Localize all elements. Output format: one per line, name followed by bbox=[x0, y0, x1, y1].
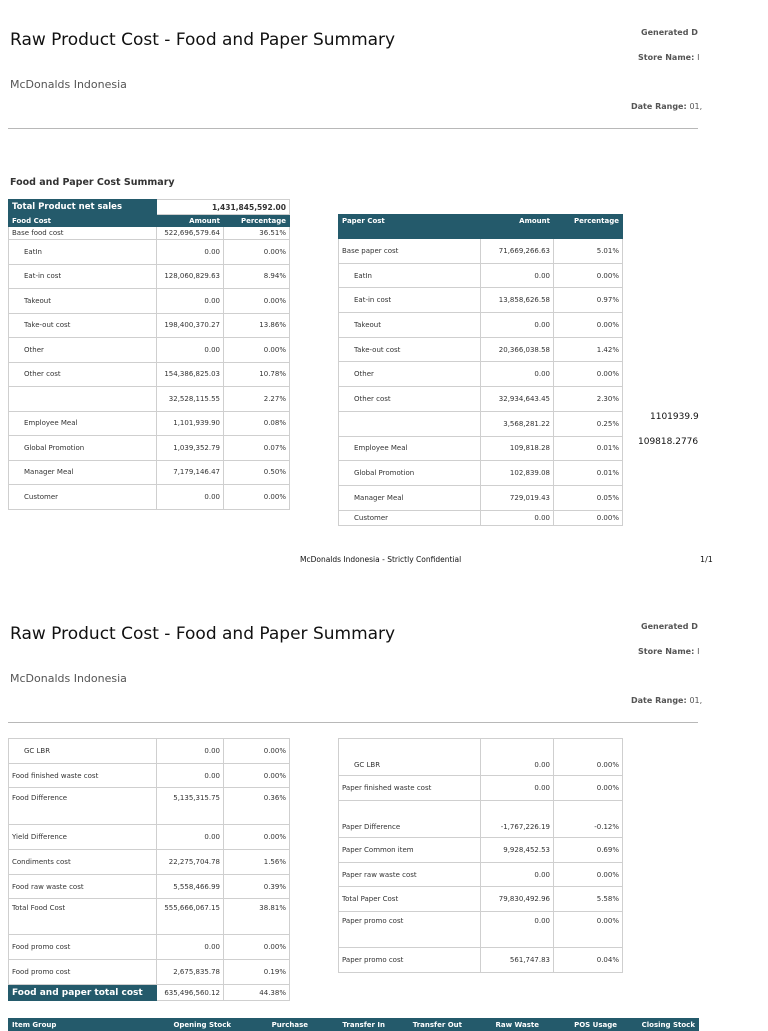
table-row bbox=[9, 485, 290, 510]
table-row bbox=[339, 912, 623, 948]
grand-total-row bbox=[9, 985, 290, 1001]
row-percentage: 0.00% bbox=[554, 362, 623, 387]
row-label: Paper Common item bbox=[339, 838, 481, 863]
row-percentage: 2.30% bbox=[554, 387, 623, 412]
row-amount: 0.00 bbox=[157, 240, 224, 265]
row-percentage: 0.00% bbox=[554, 912, 623, 948]
row-amount: 555,666,067.15 bbox=[157, 899, 224, 935]
food-cost-table-continued bbox=[8, 738, 290, 1001]
row-label: Paper promo cost bbox=[339, 912, 481, 948]
row-percentage: 0.00% bbox=[554, 739, 623, 776]
table-row bbox=[339, 288, 623, 313]
row-percentage: -0.12% bbox=[554, 801, 623, 838]
table-row bbox=[339, 461, 623, 486]
company-name: McDonalds Indonesia bbox=[10, 672, 127, 685]
date-range: Date Range: 01, bbox=[631, 696, 703, 705]
paper-cost-table bbox=[338, 214, 623, 526]
row-label: Food promo cost bbox=[9, 960, 157, 985]
table-row bbox=[339, 436, 623, 461]
closing-stock-header: Closing Stock bbox=[621, 1019, 699, 1031]
row-percentage: 0.00% bbox=[554, 510, 623, 525]
row-label: Total Paper Cost bbox=[339, 887, 481, 912]
row-label: Food raw waste cost bbox=[9, 875, 157, 899]
table-row bbox=[9, 227, 290, 240]
row-percentage: 0.07% bbox=[224, 436, 290, 461]
row-amount: 32,528,115.55 bbox=[157, 387, 224, 412]
row-amount: 2,675,835.78 bbox=[157, 960, 224, 985]
row-percentage: 0.39% bbox=[224, 875, 290, 899]
row-percentage: 0.00% bbox=[224, 935, 290, 960]
company-name: McDonalds Indonesia bbox=[10, 78, 127, 91]
footer-text: McDonalds Indonesia - Strictly Confidential bbox=[300, 555, 462, 564]
grand-total-label: Food and paper total cost bbox=[9, 985, 157, 1001]
row-percentage: 0.04% bbox=[554, 948, 623, 973]
paper-cost-table-continued bbox=[338, 738, 623, 973]
purchase-header: Purchase bbox=[235, 1019, 312, 1031]
table-row bbox=[339, 362, 623, 387]
row-percentage: 36.51% bbox=[224, 227, 290, 240]
food-header-label: Food Cost bbox=[9, 215, 157, 227]
table-row bbox=[339, 863, 623, 887]
net-sales-value: 1,431,845,592.00 bbox=[157, 200, 290, 215]
row-percentage: 0.00% bbox=[554, 776, 623, 801]
table-row bbox=[9, 338, 290, 363]
row-label: Other bbox=[9, 338, 157, 363]
row-label: Paper promo cost bbox=[339, 948, 481, 973]
transfer-out-header: Transfer Out bbox=[389, 1019, 466, 1031]
table-row bbox=[339, 337, 623, 362]
header-divider bbox=[8, 128, 698, 129]
table-row bbox=[9, 875, 290, 899]
row-percentage: 13.86% bbox=[224, 313, 290, 338]
date-range: Date Range: 01, bbox=[631, 102, 703, 111]
row-amount: 0.00 bbox=[481, 863, 554, 887]
row-percentage: 5.58% bbox=[554, 887, 623, 912]
table-row bbox=[339, 387, 623, 412]
table-row bbox=[339, 801, 623, 838]
row-label: Base food cost bbox=[9, 227, 157, 240]
transfer-in-header: Transfer In bbox=[312, 1019, 389, 1031]
row-percentage: 1.42% bbox=[554, 337, 623, 362]
row-label: Global Promotion bbox=[9, 436, 157, 461]
row-amount: 522,696,579.64 bbox=[157, 227, 224, 240]
row-amount: 1,039,352.79 bbox=[157, 436, 224, 461]
row-percentage: 0.00% bbox=[224, 485, 290, 510]
row-label: Customer bbox=[339, 510, 481, 525]
header-divider bbox=[8, 722, 698, 723]
row-percentage: 38.81% bbox=[224, 899, 290, 935]
row-amount: 0.00 bbox=[481, 313, 554, 338]
row-percentage: 0.00% bbox=[554, 263, 623, 288]
row-label: Food Difference bbox=[9, 788, 157, 825]
row-label: Food finished waste cost bbox=[9, 764, 157, 788]
food-cost-table bbox=[8, 199, 290, 510]
table-row bbox=[339, 887, 623, 912]
row-amount: 71,669,266.63 bbox=[481, 239, 554, 264]
table-row bbox=[9, 411, 290, 436]
row-label: Take-out cost bbox=[339, 337, 481, 362]
row-label: GC LBR bbox=[339, 739, 481, 776]
row-label: Yield Difference bbox=[9, 825, 157, 850]
net-sales-label: Total Product net sales bbox=[9, 200, 157, 215]
row-label: Eat-in cost bbox=[9, 264, 157, 289]
row-label: Other cost bbox=[9, 362, 157, 387]
row-label: Takeout bbox=[9, 289, 157, 314]
table-row bbox=[9, 850, 290, 875]
row-amount: 13,858,626.58 bbox=[481, 288, 554, 313]
row-label: GC LBR bbox=[9, 739, 157, 764]
store-name: Store Name: I bbox=[638, 53, 700, 62]
table-row bbox=[9, 387, 290, 412]
row-amount: 9,928,452.53 bbox=[481, 838, 554, 863]
table-row bbox=[9, 436, 290, 461]
generated-label: Generated D bbox=[641, 28, 698, 37]
row-percentage: 10.78% bbox=[224, 362, 290, 387]
row-amount: 0.00 bbox=[481, 510, 554, 525]
row-amount: 1,101,939.90 bbox=[157, 411, 224, 436]
table-row bbox=[339, 411, 623, 436]
grand-total-amount: 635,496,560.12 bbox=[157, 985, 224, 1001]
generated-label: Generated D bbox=[641, 622, 698, 631]
row-percentage: 0.00% bbox=[554, 863, 623, 887]
row-label: Take-out cost bbox=[9, 313, 157, 338]
row-label: Paper Difference bbox=[339, 801, 481, 838]
row-label: Manager Meal bbox=[339, 485, 481, 510]
row-amount: 0.00 bbox=[481, 362, 554, 387]
row-label: Paper finished waste cost bbox=[339, 776, 481, 801]
row-label: Other cost bbox=[339, 387, 481, 412]
row-amount: 729,019.43 bbox=[481, 485, 554, 510]
row-amount: -1,767,226.19 bbox=[481, 801, 554, 838]
pos-usage-header: POS Usage bbox=[543, 1019, 621, 1031]
table-row bbox=[9, 764, 290, 788]
row-percentage: 0.00% bbox=[224, 240, 290, 265]
paper-header-row bbox=[339, 215, 623, 239]
row-percentage: 0.25% bbox=[554, 411, 623, 436]
table-row bbox=[339, 739, 623, 776]
row-label: Base paper cost bbox=[339, 239, 481, 264]
table-row bbox=[9, 240, 290, 265]
row-label: Customer bbox=[9, 485, 157, 510]
row-percentage: 0.50% bbox=[224, 460, 290, 485]
paper-header-label: Paper Cost bbox=[339, 215, 481, 239]
row-amount: 198,400,370.27 bbox=[157, 313, 224, 338]
row-percentage: 0.00% bbox=[224, 289, 290, 314]
row-percentage: 2.27% bbox=[224, 387, 290, 412]
opening-stock-header: Opening Stock bbox=[157, 1019, 235, 1031]
row-percentage: 0.36% bbox=[224, 788, 290, 825]
table-row bbox=[9, 935, 290, 960]
row-percentage: 8.94% bbox=[224, 264, 290, 289]
row-label: Condiments cost bbox=[9, 850, 157, 875]
row-percentage: 0.08% bbox=[224, 411, 290, 436]
row-amount: 128,060,829.63 bbox=[157, 264, 224, 289]
page-number: 1/1 bbox=[700, 555, 713, 564]
food-header-percentage: Percentage bbox=[224, 215, 290, 227]
row-label: Eat-in cost bbox=[339, 288, 481, 313]
table-row bbox=[9, 362, 290, 387]
table-row bbox=[339, 485, 623, 510]
page-title: Raw Product Cost - Food and Paper Summary bbox=[10, 30, 396, 50]
row-amount: 0.00 bbox=[157, 739, 224, 764]
row-amount: 561,747.83 bbox=[481, 948, 554, 973]
row-label: Global Promotion bbox=[339, 461, 481, 486]
food-header-row bbox=[9, 215, 290, 227]
row-amount: 79,830,492.96 bbox=[481, 887, 554, 912]
row-amount: 0.00 bbox=[481, 776, 554, 801]
paper-header-percentage: Percentage bbox=[554, 215, 623, 239]
row-percentage: 0.05% bbox=[554, 485, 623, 510]
row-amount: 0.00 bbox=[157, 764, 224, 788]
store-name: Store Name: I bbox=[638, 647, 700, 656]
row-amount: 154,386,825.03 bbox=[157, 362, 224, 387]
table-row bbox=[9, 264, 290, 289]
row-amount: 32,934,643.45 bbox=[481, 387, 554, 412]
row-amount: 0.00 bbox=[481, 912, 554, 948]
row-label: Takeout bbox=[339, 313, 481, 338]
row-percentage: 0.00% bbox=[224, 338, 290, 363]
row-label bbox=[339, 411, 481, 436]
table-row bbox=[9, 739, 290, 764]
row-percentage: 0.00% bbox=[554, 313, 623, 338]
row-label: EatIn bbox=[9, 240, 157, 265]
row-label: Other bbox=[339, 362, 481, 387]
row-percentage: 5.01% bbox=[554, 239, 623, 264]
table-row bbox=[339, 313, 623, 338]
table-row bbox=[9, 460, 290, 485]
row-amount: 0.00 bbox=[157, 289, 224, 314]
table-row bbox=[9, 788, 290, 825]
table-row bbox=[339, 776, 623, 801]
row-percentage: 0.01% bbox=[554, 436, 623, 461]
table-row bbox=[339, 263, 623, 288]
row-amount: 7,179,146.47 bbox=[157, 460, 224, 485]
grand-total-percentage: 44.38% bbox=[224, 985, 290, 1001]
item-group-header: Item Group bbox=[9, 1019, 157, 1031]
page-title: Raw Product Cost - Food and Paper Summary bbox=[10, 624, 396, 644]
net-sales-row bbox=[9, 200, 290, 215]
row-percentage: 0.97% bbox=[554, 288, 623, 313]
section-title: Food and Paper Cost Summary bbox=[10, 177, 175, 188]
row-label: Employee Meal bbox=[339, 436, 481, 461]
paper-header-amount: Amount bbox=[481, 215, 554, 239]
row-amount: 22,275,704.78 bbox=[157, 850, 224, 875]
row-amount: 0.00 bbox=[481, 263, 554, 288]
row-label: Food promo cost bbox=[9, 935, 157, 960]
row-amount: 109,818.28 bbox=[481, 436, 554, 461]
row-amount: 102,839.08 bbox=[481, 461, 554, 486]
table-row bbox=[339, 948, 623, 973]
row-label bbox=[9, 387, 157, 412]
table-row bbox=[339, 838, 623, 863]
row-percentage: 1.56% bbox=[224, 850, 290, 875]
row-amount: 0.00 bbox=[157, 935, 224, 960]
table-row bbox=[9, 289, 290, 314]
row-amount: 0.00 bbox=[157, 825, 224, 850]
row-label: EatIn bbox=[339, 263, 481, 288]
item-group-header-row bbox=[9, 1019, 699, 1031]
row-percentage: 0.00% bbox=[224, 825, 290, 850]
row-label: Employee Meal bbox=[9, 411, 157, 436]
row-percentage: 0.00% bbox=[224, 764, 290, 788]
table-row bbox=[339, 510, 623, 525]
table-row bbox=[9, 899, 290, 935]
row-amount: 0.00 bbox=[157, 338, 224, 363]
row-amount: 5,135,315.75 bbox=[157, 788, 224, 825]
raw-waste-header: Raw Waste bbox=[466, 1019, 543, 1031]
row-amount: 3,568,281.22 bbox=[481, 411, 554, 436]
row-amount: 5,558,466.99 bbox=[157, 875, 224, 899]
row-amount: 0.00 bbox=[481, 739, 554, 776]
row-amount: 20,366,038.58 bbox=[481, 337, 554, 362]
food-header-amount: Amount bbox=[157, 215, 224, 227]
row-percentage: 0.19% bbox=[224, 960, 290, 985]
stray-value: 1101939.9 bbox=[650, 412, 699, 422]
table-row bbox=[9, 313, 290, 338]
table-row bbox=[9, 825, 290, 850]
row-label: Total Food Cost bbox=[9, 899, 157, 935]
row-percentage: 0.69% bbox=[554, 838, 623, 863]
row-percentage: 0.01% bbox=[554, 461, 623, 486]
row-percentage: 0.00% bbox=[224, 739, 290, 764]
item-group-table bbox=[8, 1018, 699, 1031]
table-row bbox=[9, 960, 290, 985]
table-row bbox=[339, 239, 623, 264]
stray-value: 109818.2776 bbox=[638, 437, 699, 447]
row-amount: 0.00 bbox=[157, 485, 224, 510]
row-label: Paper raw waste cost bbox=[339, 863, 481, 887]
row-label: Manager Meal bbox=[9, 460, 157, 485]
